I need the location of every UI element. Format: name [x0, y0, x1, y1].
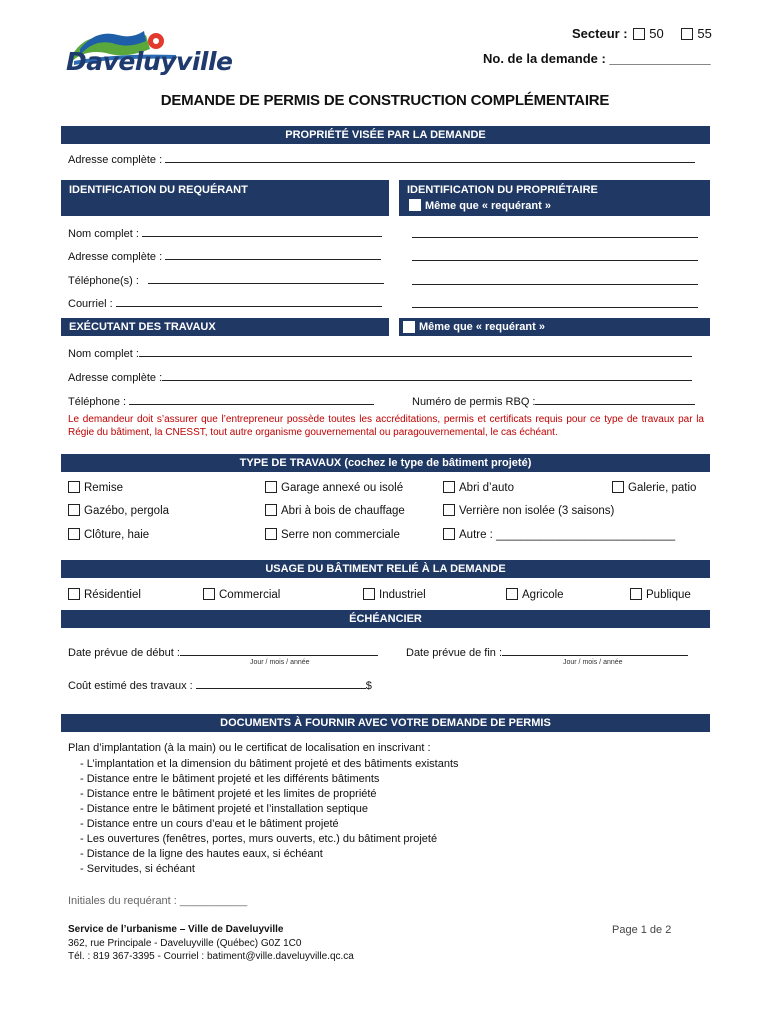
proprietaire-courriel-line[interactable]: [412, 297, 698, 308]
date-fin-label: Date prévue de fin :: [406, 647, 503, 659]
executant-same-bar[interactable]: [399, 318, 710, 336]
secteur-field: [572, 26, 712, 41]
executant-telephone-line[interactable]: [129, 394, 374, 405]
abri-auto-checkbox[interactable]: [443, 481, 455, 493]
list-item: - Distance entre un cours d’eau et le bâtiment projeté: [70, 817, 459, 832]
section-echeancier: ÉCHÉANCIER: [61, 610, 710, 628]
propriete-adresse-label: Adresse complète :: [68, 154, 163, 166]
executant-nom-label: Nom complet :: [68, 348, 139, 360]
requerant-adresse-field[interactable]: [68, 249, 381, 263]
footer-contact: Tél. : 819 367-3395 - Courriel : batiment@ville.daveluyville.qc.ca: [68, 951, 354, 962]
list-item: - Les ouvertures (fenêtres, portes, murs ouverts, etc.) du bâtiment projeté: [70, 832, 459, 847]
garage-label: Garage annexé ou isolé: [281, 482, 404, 494]
autre-label: Autre : ____________________________: [459, 529, 676, 541]
city-logo: [66, 25, 233, 85]
list-item: - Distance entre le bâtiment projeté et l’installation septique: [70, 802, 459, 817]
abri-bois-checkbox[interactable]: [265, 504, 277, 516]
option-autre[interactable]: [443, 528, 675, 541]
requerant-telephone-field[interactable]: [68, 273, 384, 287]
option-agricole[interactable]: [506, 588, 564, 601]
proprietaire-telephone-line[interactable]: [412, 274, 698, 285]
executant-adresse-line[interactable]: [162, 370, 692, 381]
gazebo-label: Gazébo, pergola: [84, 505, 170, 517]
propriete-adresse-field[interactable]: [68, 152, 695, 166]
page-number: Page 1 de 2: [612, 924, 672, 936]
executant-same-checkbox[interactable]: [403, 321, 415, 333]
proprietaire-same[interactable]: [409, 199, 551, 212]
date-fin-hint: Jour / mois / année: [563, 659, 623, 666]
option-residentiel[interactable]: [68, 588, 141, 601]
abri-auto-label: Abri d’auto: [459, 482, 514, 494]
executant-nom-field[interactable]: [68, 346, 692, 360]
option-serre[interactable]: [265, 528, 400, 541]
cout-line[interactable]: [196, 678, 366, 689]
remise-label: Remise: [84, 482, 123, 494]
list-item: - L’implantation et la dimension du bâtiment projeté et des bâtiments existants: [70, 757, 459, 772]
commercial-checkbox[interactable]: [203, 588, 215, 600]
option-industriel[interactable]: [363, 588, 426, 601]
verriere-checkbox[interactable]: [443, 504, 455, 516]
publique-checkbox[interactable]: [630, 588, 642, 600]
executant-adresse-label: Adresse complète :: [68, 372, 163, 384]
serre-checkbox[interactable]: [265, 528, 277, 540]
garage-checkbox[interactable]: [265, 481, 277, 493]
abri-bois-label: Abri à bois de chauffage: [281, 505, 405, 517]
requerant-telephone-line[interactable]: [148, 273, 384, 284]
option-abri-auto[interactable]: [443, 481, 514, 494]
executant-rbq-field[interactable]: [412, 394, 695, 408]
initiales-field[interactable]: Initiales du requérant : ___________: [68, 895, 248, 907]
requerant-nom-label: Nom complet :: [68, 228, 139, 240]
verriere-label: Verrière non isolée (3 saisons): [459, 505, 615, 517]
date-fin-line[interactable]: [502, 645, 688, 656]
proprietaire-nom-line[interactable]: [412, 227, 698, 238]
secteur-55-label: 55: [697, 26, 712, 41]
serre-label: Serre non commerciale: [281, 529, 400, 541]
executant-same-label: Même que « requérant »: [419, 321, 545, 333]
list-item: - Servitudes, si échéant: [70, 862, 459, 877]
option-verriere[interactable]: [443, 504, 614, 517]
option-commercial[interactable]: [203, 588, 280, 601]
commercial-label: Commercial: [219, 589, 281, 601]
requerant-courriel-label: Courriel :: [68, 298, 113, 310]
agricole-checkbox[interactable]: [506, 588, 518, 600]
requerant-adresse-line[interactable]: [165, 249, 381, 260]
executant-nom-line[interactable]: [139, 346, 692, 357]
gazebo-checkbox[interactable]: [68, 504, 80, 516]
footer-service: Service de l’urbanisme – Ville de Daveluyville: [68, 924, 284, 935]
remise-checkbox[interactable]: [68, 481, 80, 493]
secteur-label: Secteur :: [572, 26, 628, 41]
list-item: - Distance de la ligne des hautes eaux, si échéant: [70, 847, 459, 862]
section-propriete: PROPRIÉTÉ VISÉE PAR LA DEMANDE: [61, 126, 710, 144]
demande-number-field[interactable]: No. de la demande : ______________: [483, 51, 711, 66]
list-item: - Distance entre le bâtiment projeté et les différents bâtiments: [70, 772, 459, 787]
list-item: - Distance entre le bâtiment projeté et les limites de propriété: [70, 787, 459, 802]
cout-field[interactable]: [68, 678, 372, 692]
requerant-courriel-field[interactable]: [68, 296, 382, 310]
section-executant: EXÉCUTANT DES TRAVAUX: [61, 318, 389, 336]
executant-warning: Le demandeur doit s’assurer que l’entrepreneur possède toutes les accréditations, permis et certificats requis pour ce type de travaux par la Régie du bâtiment, la CNESST, tout autre organisme gouvernemental ou paragouvernemental, le cas échéant.: [68, 414, 704, 438]
propriete-adresse-line[interactable]: [165, 152, 695, 163]
requerant-telephone-label: Téléphone(s) :: [68, 275, 139, 287]
section-requerant: IDENTIFICATION DU REQUÉRANT: [61, 180, 389, 216]
industriel-label: Industriel: [379, 589, 426, 601]
executant-rbq-line[interactable]: [535, 394, 695, 405]
secteur-55-checkbox[interactable]: [681, 28, 693, 40]
section-type-travaux: TYPE DE TRAVAUX (cochez le type de bâtiment projeté): [61, 454, 710, 472]
date-debut-label: Date prévue de début :: [68, 647, 180, 659]
option-publique[interactable]: [630, 588, 691, 601]
agricole-label: Agricole: [522, 589, 564, 601]
galerie-checkbox[interactable]: [612, 481, 624, 493]
galerie-label: Galerie, patio: [628, 482, 697, 494]
requerant-adresse-label: Adresse complète :: [68, 251, 163, 263]
option-abri-bois[interactable]: [265, 504, 405, 517]
requerant-nom-field[interactable]: [68, 226, 382, 240]
requerant-courriel-line[interactable]: [116, 296, 382, 307]
option-garage[interactable]: [265, 481, 403, 494]
cloture-label: Clôture, haie: [84, 529, 150, 541]
documents-list: [70, 757, 459, 877]
section-usage: USAGE DU BÂTIMENT RELIÉ À LA DEMANDE: [61, 560, 710, 578]
cout-suffix: $: [365, 680, 372, 692]
executant-rbq-label: Numéro de permis RBQ :: [412, 396, 536, 408]
proprietaire-title: IDENTIFICATION DU PROPRIÉTAIRE: [407, 184, 598, 196]
cout-label: Coût estimé des travaux :: [68, 680, 193, 692]
section-documents: DOCUMENTS À FOURNIR AVEC VOTRE DEMANDE DE PERMIS: [61, 714, 710, 732]
executant-adresse-field[interactable]: [68, 370, 692, 384]
page-title: DEMANDE DE PERMIS DE CONSTRUCTION COMPLÉMENTAIRE: [160, 92, 610, 109]
proprietaire-same-label: Même que « requérant »: [425, 200, 551, 212]
date-debut-field[interactable]: [68, 645, 378, 659]
option-cloture[interactable]: [68, 528, 149, 541]
secteur-50-label: 50: [649, 26, 664, 41]
option-remise[interactable]: [68, 481, 123, 494]
proprietaire-adresse-line[interactable]: [412, 250, 698, 261]
footer-address: 362, rue Principale - Daveluyville (Québec) G0Z 1C0: [68, 938, 302, 949]
proprietaire-same-checkbox[interactable]: [409, 199, 421, 211]
date-debut-hint: Jour / mois / année: [250, 659, 310, 666]
executant-telephone-field[interactable]: [68, 394, 374, 408]
industriel-checkbox[interactable]: [363, 588, 375, 600]
date-debut-line[interactable]: [180, 645, 378, 656]
residentiel-label: Résidentiel: [84, 589, 141, 601]
autre-checkbox[interactable]: [443, 528, 455, 540]
option-gazebo[interactable]: [68, 504, 169, 517]
documents-intro: Plan d’implantation (à la main) ou le certificat de localisation en inscrivant :: [68, 742, 431, 754]
secteur-50-checkbox[interactable]: [633, 28, 645, 40]
logo-text: Daveluyville: [66, 47, 233, 76]
date-fin-field[interactable]: [406, 645, 688, 659]
section-proprietaire: [399, 180, 710, 216]
executant-telephone-label: Téléphone :: [68, 396, 127, 408]
option-galerie[interactable]: [612, 481, 696, 494]
residentiel-checkbox[interactable]: [68, 588, 80, 600]
cloture-checkbox[interactable]: [68, 528, 80, 540]
requerant-nom-line[interactable]: [142, 226, 382, 237]
publique-label: Publique: [646, 589, 691, 601]
